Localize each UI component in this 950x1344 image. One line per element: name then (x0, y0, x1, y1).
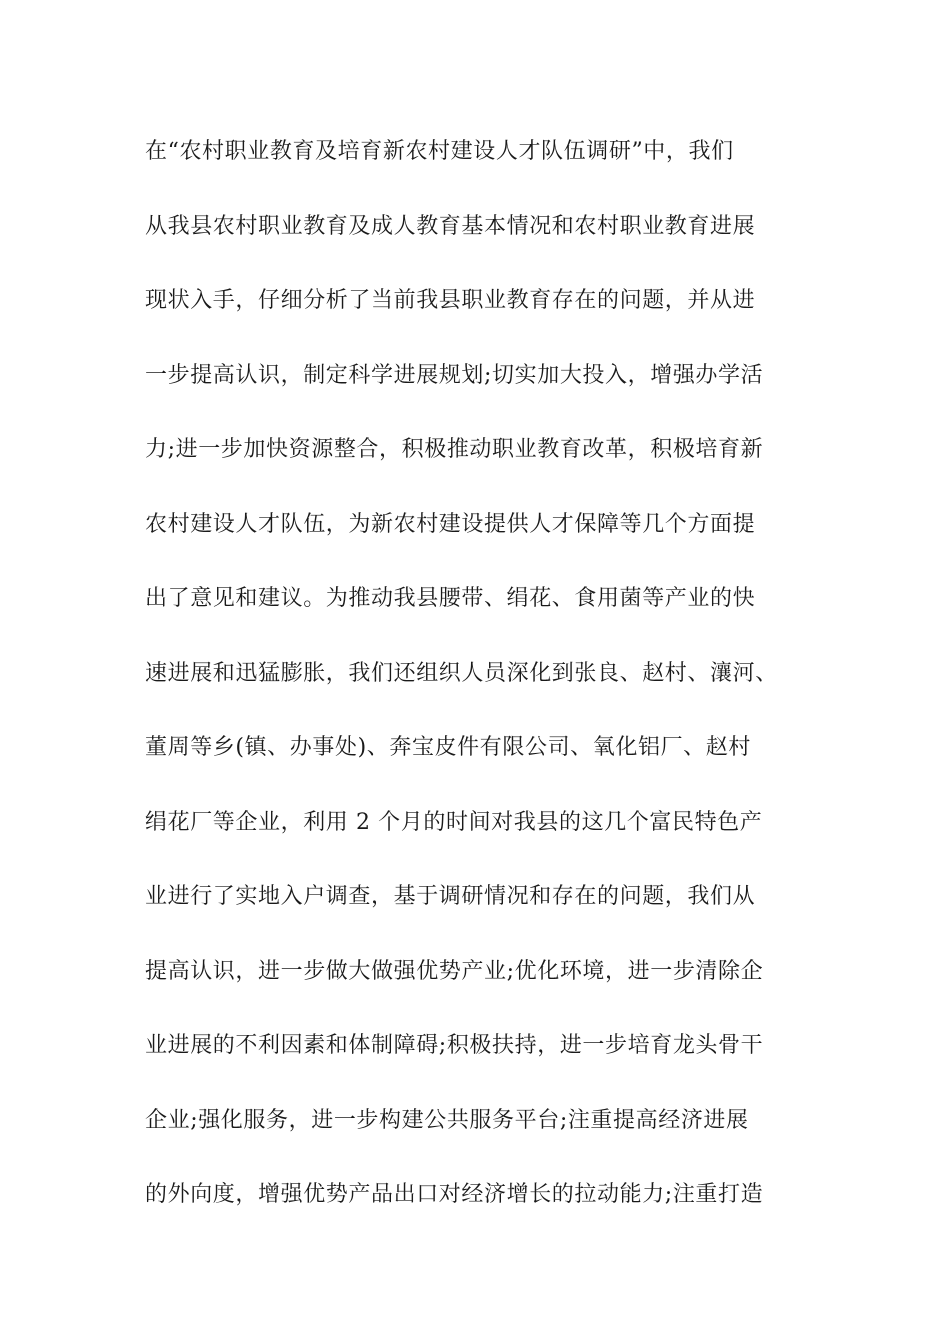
text-line-10: 绢花厂等企业，利用 2 个月的时间对我县的这几个富民特色产 (145, 809, 763, 835)
text-line-2: 从我县农村职业教育及成人教育基本情况和农村职业教育进展 (145, 213, 756, 239)
text-line-4: 一步提高认识，制定科学进展规划;切实加大投入，增强办学活 (145, 362, 764, 388)
text-line-14: 企业;强化服务，进一步构建公共服务平台;注重提高经济进展 (145, 1107, 749, 1133)
text-line-7: 出了意见和建议。为推动我县腰带、绢花、食用菌等产业的快 (145, 586, 756, 611)
text-line-8: 速进展和迅猛膨胀，我们还组织人员深化到张良、赵村、瀼河、 (145, 660, 778, 686)
text-line-9: 董周等乡(镇、办事处)、奔宝皮件有限公司、氧化铝厂、赵村 (145, 735, 751, 760)
text-line-13: 业进展的不利因素和体制障碍;积极扶持，进一步培育龙头骨干 (145, 1033, 764, 1058)
text-line-1: 在“农村职业教育及培育新农村建设人才队伍调研”中，我们 (145, 139, 734, 164)
text-line-5: 力;进一步加快资源整合，积极推动职业教育改革，积极培育新 (145, 437, 764, 462)
text-line-15: 的外向度，增强优势产品出口对经济增长的拉动能力;注重打造 (145, 1182, 764, 1207)
body-text (145, 130, 835, 1248)
text-line-6: 农村建设人才队伍，为新农村建设提供人才保障等几个方面提 (145, 511, 756, 537)
text-line-12: 提高认识，进一步做大做强优势产业;优化环境，进一步清除企 (145, 958, 764, 984)
text-line-3: 现状入手，仔细分析了当前我县职业教育存在的问题，并从进 (145, 288, 756, 313)
text-line-11: 业进行了实地入户调查，基于调研情况和存在的问题，我们从 (145, 884, 756, 909)
